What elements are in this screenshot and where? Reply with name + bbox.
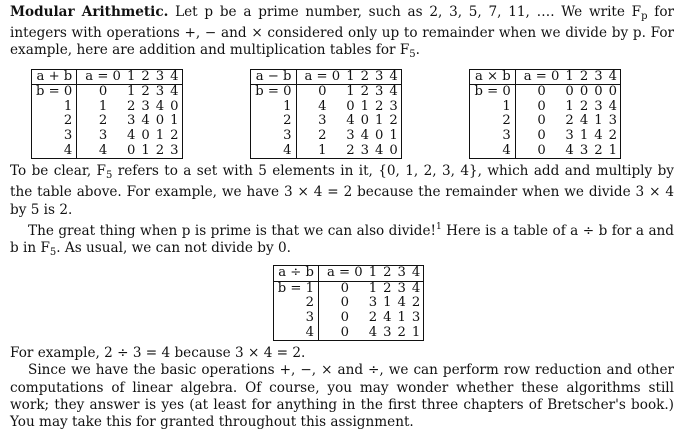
table-cell: 1 (470, 100, 515, 115)
text-span: . As usual, we can not divide by 0. (56, 239, 291, 256)
table-row (251, 85, 402, 100)
table-cell: 2 (579, 98, 589, 114)
table-cell: 3 (360, 142, 369, 158)
table-cell: 3 (389, 98, 398, 114)
table-cell: 4 (126, 127, 136, 143)
table-cell: 4 (606, 69, 621, 85)
table-cell: 2 (273, 296, 318, 311)
table-cell: 1 (389, 127, 398, 143)
table-cell: 0 (537, 98, 546, 114)
table-cell: a = 0 (296, 69, 343, 85)
table-cell: 2 (411, 295, 421, 311)
table-cell: 0 (537, 113, 546, 129)
document-page (10, 4, 674, 431)
table-cell: 0 (537, 142, 546, 158)
table-row (470, 100, 621, 115)
table-cell: 2 (126, 98, 136, 114)
division-table (273, 265, 425, 341)
table-cell: 4 (170, 84, 179, 100)
table-cell: 3 (594, 98, 603, 114)
table-cell: 3 (346, 127, 355, 143)
table-cell: 4 (155, 98, 165, 114)
table-row (470, 114, 621, 129)
table-cell: 2 (380, 266, 394, 282)
table-cell: 3 (368, 295, 378, 311)
table-row (251, 100, 402, 115)
table-cell: a = 0 (77, 69, 124, 85)
table-cell: 4 (470, 144, 515, 159)
table-cell: 1 (346, 84, 355, 100)
table-cell: 0 (537, 84, 546, 100)
table-cell: 4 (383, 309, 392, 325)
table-cell: 0 (537, 127, 546, 143)
table-cell: 0 (340, 295, 350, 311)
table-cell: 2 (374, 98, 384, 114)
text-span: 5 (409, 49, 416, 61)
table-row (251, 144, 402, 159)
table-cell: 4 (389, 84, 398, 100)
table-cell: 4 (374, 142, 384, 158)
table-cell: b = 1 (273, 281, 318, 296)
table-cell: 1 (374, 113, 384, 129)
table-cell: 4 (346, 113, 355, 129)
table-row (273, 281, 424, 296)
table-cell: 4 (251, 144, 296, 159)
table-cell: 4 (141, 113, 150, 129)
text-span: refers to a set with 5 elements in it, {0, 1, 2, 3, 4}, which add and multiply by the table above. For example, we have 3 × 4 = 2 because the remainder when we divide 3 × 4 by 5 is 2. (10, 163, 674, 218)
table-row (470, 85, 621, 100)
table-cell: 2 (594, 142, 603, 158)
table-cell: 1 (155, 127, 165, 143)
text-span: . (415, 42, 420, 59)
table-row (32, 129, 183, 144)
table-cell: 1 (343, 69, 357, 85)
table-cell: b = 0 (32, 85, 77, 100)
table-cell: 0 (340, 324, 350, 340)
division-intro-paragraph (10, 219, 674, 261)
table-cell: 2 (608, 127, 617, 143)
table-cell: 1 (141, 142, 150, 158)
table-cell: 3 (32, 129, 77, 144)
table-cell: 2 (170, 127, 179, 143)
table-cell: 1 (124, 69, 138, 85)
text-span: Here is a table of a ÷ b for a and b in F (10, 222, 675, 256)
table-cell: 3 (98, 127, 108, 143)
table-cell: b = 0 (251, 85, 296, 100)
table-cell: 3 (394, 266, 408, 282)
table-cell: 4 (32, 144, 77, 159)
table-cell: 4 (579, 113, 589, 129)
table-cell: 3 (251, 129, 296, 144)
table-cell: 0 (340, 280, 350, 296)
table-cell: 3 (397, 280, 406, 296)
table-cell: 1 (32, 100, 77, 115)
table-cell: 3 (273, 311, 318, 326)
table-cell: a + b (32, 69, 77, 85)
table-cell: 1 (98, 98, 108, 114)
table-cell: 2 (565, 113, 574, 129)
table-cell: 4 (273, 326, 318, 341)
table-row (273, 311, 424, 326)
text-span: To be clear, F (10, 163, 106, 180)
table-row (251, 129, 402, 144)
table-cell: 3 (565, 127, 574, 143)
division-table-wrapper (23, 265, 674, 341)
table-row (251, 114, 402, 129)
division-example-paragraph: For example, 2 ÷ 3 = 4 because 3 × 4 = 2. (10, 345, 306, 362)
table-cell: a − b (251, 69, 296, 85)
table-cell: 2 (470, 114, 515, 129)
table-row (32, 114, 183, 129)
table-cell: 1 (360, 98, 369, 114)
table-cell: 1 (170, 113, 179, 129)
table-cell: 4 (608, 98, 617, 114)
table-cell: 1 (565, 98, 574, 114)
table-cell: 3 (155, 84, 165, 100)
closing-paragraph: Since we have the basic operations +, −, × and ÷, we can perform row reduction and other computations of linear algebra. Of course, you may wonder whether these algorithms still work; they answer is yes (at least for anything in the first three chapters of Bretscher's book.) You may take this for granted throughout this assignment. (10, 362, 674, 430)
table-cell: 1 (366, 266, 380, 282)
table-cell: 4 (98, 142, 108, 158)
intro-paragraph (10, 4, 674, 64)
table-cell: a = 0 (515, 69, 562, 85)
table-cell: 0 (170, 98, 179, 114)
table-cell: 3 (411, 309, 421, 325)
table-cell: 3 (591, 69, 605, 85)
table-cell: 0 (98, 84, 108, 100)
table-cell: 2 (138, 69, 152, 85)
operation-tables-row (31, 69, 621, 160)
text-span: 5 (105, 170, 113, 182)
table-cell: 2 (155, 142, 165, 158)
table-cell: 1 (579, 127, 589, 143)
table-cell: a ÷ b (273, 266, 318, 282)
table-cell: a = 0 (319, 266, 366, 282)
table-cell: 0 (565, 84, 574, 100)
table-row (273, 296, 424, 311)
text-span: Let p be a prime number, such as 2, 3, 5, 7, 11, …. We write F (168, 4, 642, 20)
table-cell: 0 (126, 142, 136, 158)
table-cell: 3 (126, 113, 136, 129)
multiplication-table (469, 69, 621, 160)
table-cell: 4 (368, 324, 378, 340)
table-row (32, 144, 183, 159)
table-cell: 0 (346, 98, 355, 114)
table-cell: 3 (372, 69, 386, 85)
table-cell: 2 (318, 127, 327, 143)
table-cell: 2 (346, 142, 355, 158)
table-cell: 0 (389, 142, 398, 158)
table-cell: 1 (397, 309, 406, 325)
table-cell: 4 (397, 295, 406, 311)
table-cell: 1 (608, 142, 617, 158)
table-cell: 1 (318, 142, 327, 158)
table-cell: 1 (411, 324, 421, 340)
text-span: The great thing when p is prime is that we can also divide! (28, 222, 436, 239)
table-cell: b = 0 (470, 85, 515, 100)
table-cell: 3 (470, 129, 515, 144)
table-cell: 1 (594, 113, 603, 129)
table-cell: a × b (470, 69, 515, 85)
table-cell: 2 (360, 84, 369, 100)
table-cell: 3 (579, 142, 589, 158)
table-cell: 2 (358, 69, 372, 85)
table-cell: 4 (318, 98, 327, 114)
table-cell: 0 (318, 84, 327, 100)
table-cell: 4 (360, 127, 369, 143)
section-heading: Modular Arithmetic. (10, 4, 169, 20)
table-cell: 0 (594, 84, 603, 100)
table-cell: 3 (170, 142, 179, 158)
table-cell: 3 (608, 113, 617, 129)
table-cell: 4 (411, 280, 421, 296)
table-cell: 2 (383, 280, 392, 296)
table-cell: 0 (141, 127, 150, 143)
table-cell: 2 (368, 309, 378, 325)
table-cell: 2 (389, 113, 398, 129)
table-cell: 2 (32, 114, 77, 129)
table-cell: 4 (409, 266, 424, 282)
table-cell: 3 (383, 324, 392, 340)
table-cell: 0 (579, 84, 589, 100)
table-cell: 1 (383, 295, 392, 311)
text-span: for integers with operations +, − and × considered only up to remainder when we divide by p. For example, here are addition and multiplication tables for F (10, 4, 674, 59)
clarification-paragraph (10, 163, 674, 219)
table-cell: 4 (594, 127, 603, 143)
table-cell: 0 (608, 84, 617, 100)
table-cell: 3 (153, 69, 167, 85)
table-cell: 1 (562, 69, 576, 85)
subtraction-table (250, 69, 402, 160)
table-cell: 1 (251, 100, 296, 115)
table-cell: 3 (318, 113, 327, 129)
table-row (32, 100, 183, 115)
table-cell: 2 (397, 324, 406, 340)
table-cell: 0 (155, 113, 165, 129)
table-row (273, 326, 424, 341)
addition-table (31, 69, 183, 160)
table-cell: 0 (374, 127, 384, 143)
table-cell: 0 (360, 113, 369, 129)
table-row (470, 129, 621, 144)
table-cell: 1 (126, 84, 136, 100)
table-cell: 4 (565, 142, 574, 158)
table-cell: 3 (141, 98, 150, 114)
table-cell: 4 (167, 69, 182, 85)
text-span: p (641, 11, 648, 22)
table-row (470, 144, 621, 159)
table-cell: 2 (251, 114, 296, 129)
table-row (32, 85, 183, 100)
table-cell: 2 (98, 113, 108, 129)
table-cell: 2 (141, 84, 150, 100)
footnote-marker[interactable]: 1 (435, 221, 442, 232)
table-cell: 1 (368, 280, 378, 296)
text-span: 5 (49, 246, 57, 258)
table-cell: 3 (374, 84, 384, 100)
table-cell: 2 (577, 69, 591, 85)
table-cell: 4 (386, 69, 401, 85)
table-cell: 0 (340, 309, 350, 325)
